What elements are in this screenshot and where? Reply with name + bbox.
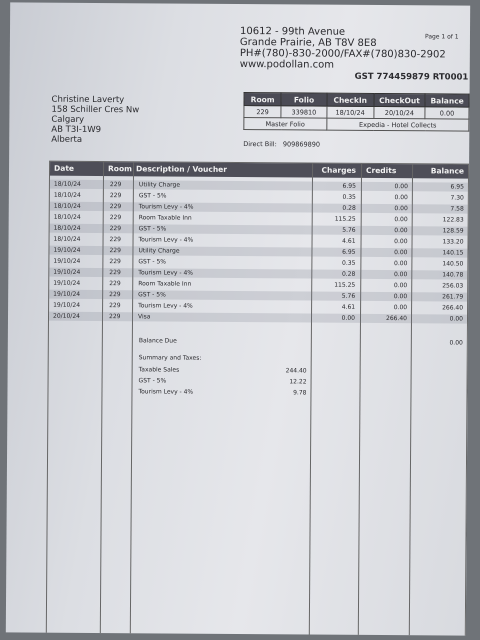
balance-cell: 7.58 [450,205,464,213]
direct-bill-label: Direct Bill: [243,140,277,149]
credits-column-header: Credits [366,165,397,176]
charges-cell: 5.76 [342,226,356,234]
guest-name: Christine Laverty [51,94,125,106]
credits-cell: 0.00 [394,249,408,257]
credits-cell: 266.40 [385,315,408,323]
summary-item [49,376,467,388]
folio-value: 339810 [281,106,326,118]
charges-cell: 0.35 [342,193,356,201]
ledger-row [49,312,467,324]
room-cell: 229 [109,225,122,233]
ledger-row [49,301,467,313]
balance-cell: 256.03 [442,282,464,290]
balance-cell: 6.95 [450,183,464,191]
credits-cell: 0.00 [393,282,408,290]
description-cell: GST - 5% [138,291,166,299]
room-column-header: Room [108,164,132,174]
charges-cell: 0.28 [341,270,356,278]
credits-cell: 0.00 [393,304,408,312]
date-cell: 19/10/24 [53,246,81,254]
charges-cell: 4.61 [341,303,356,311]
guest-city: Calgary [51,114,85,125]
checkin-value: 18/10/24 [327,106,374,118]
date-cell: 19/10/24 [53,257,81,265]
folio-header: Folio [281,93,326,106]
date-cell: 19/10/24 [53,290,81,298]
room-cell: 229 [109,247,121,255]
description-cell: GST - 5% [138,258,167,266]
balance-cell: 0.00 [449,315,464,323]
charges-cell: 4.61 [342,237,356,245]
room-cell: 229 [109,280,121,288]
ledger-header [50,162,468,179]
charges-cell: 115.25 [334,215,356,223]
description-cell: Tourism Levy - 4% [138,269,194,277]
date-cell: 20/10/24 [52,312,80,320]
room-cell: 229 [109,192,122,200]
balance-cell: 140.78 [442,271,464,279]
room-value: 229 [244,106,281,118]
folio-type: Master Folio [244,118,327,131]
charges-column-header: Charges [321,165,357,175]
charges-cell: 0.35 [342,259,356,267]
charges-cell: 0.28 [342,204,356,212]
ledger-row [49,257,467,269]
guest-province: Alberta [51,134,83,145]
summary-label: Taxable Sales [138,366,180,374]
credits-cell: 0.00 [394,216,408,224]
date-cell: 18/10/24 [53,213,81,221]
description-cell: Room Taxable Inn [138,214,192,222]
description-cell: Tourism Levy - 4% [138,203,194,211]
ledger-row [50,224,468,236]
balance-due-row [49,336,467,348]
balance-value: 0.00 [425,107,469,119]
room-cell: 229 [109,269,121,277]
charges-cell: 115.25 [334,281,356,289]
balance-header: Balance [425,94,469,107]
summary-title: Summary and Taxes: [138,354,202,362]
date-cell: 18/10/24 [53,180,81,188]
ledger-row [50,213,468,225]
balance-cell: 266.40 [442,304,464,312]
balance-cell: 261.79 [442,293,464,301]
credits-cell: 0.00 [394,227,408,235]
ledger-row [49,290,467,302]
credits-cell: 0.00 [394,260,408,268]
direct-bill-value: 909869890 [282,140,321,149]
summary-value: 9.78 [293,389,307,397]
ledger-table [46,161,469,636]
credits-cell: 0.00 [393,293,408,301]
invoice-sheet [6,2,470,635]
room-cell: 229 [109,302,121,310]
summary-item [48,387,466,399]
summary-label: Tourism Levy - 4% [138,388,194,396]
charges-cell: 6.95 [342,182,356,190]
credits-cell: 0.00 [394,194,408,202]
credits-cell: 0.00 [394,238,408,246]
balance-cell: 128.59 [442,227,464,235]
credits-cell: 0.00 [394,205,408,213]
guest-street: 158 Schiller Cres Nw [51,104,140,116]
date-cell: 18/10/24 [53,202,81,210]
ledger-row [49,279,467,291]
description-cell: Utility Charge [138,247,180,255]
guest-address-block [51,95,139,146]
hotel-phone-fax: PH#(780)-830-2000/FAX#(780)830-2902 [239,48,446,61]
balance-cell: 140.15 [442,249,464,257]
date-cell: 18/10/24 [53,235,81,243]
balance-cell: 140.50 [442,260,464,268]
date-cell: 18/10/24 [53,224,81,232]
ledger-row [50,180,468,192]
page-number: Page 1 of 1 [424,33,459,41]
balance-cell: 7.30 [450,194,464,202]
room-header: Room [244,93,281,106]
room-cell: 229 [109,214,122,222]
charges-cell: 0.00 [341,314,356,322]
description-cell: GST - 5% [138,192,167,200]
room-cell: 229 [109,181,122,189]
charges-cell: 6.95 [342,248,356,256]
balance-column-header: Balance [430,166,465,176]
checkin-header: CheckIn [327,93,374,106]
ledger-row [50,235,468,247]
room-cell: 229 [108,313,121,321]
description-column-header: Description / Voucher [136,164,228,174]
company-name: Expedia - Hotel Collects [326,118,468,131]
date-cell: 19/10/24 [53,301,81,309]
direct-bill [243,140,320,149]
date-column-header: Date [54,163,75,173]
balance-cell: 133.20 [442,238,464,246]
ledger-row [50,191,468,203]
date-cell: 19/10/24 [53,268,81,276]
summary-item [49,365,467,377]
summary-value: 244.40 [285,367,307,375]
date-cell: 19/10/24 [53,279,81,287]
description-cell: GST - 5% [138,225,167,233]
hotel-address-line2: Grande Prairie, AB T8V 8E8 [239,37,377,49]
room-cell: 229 [109,291,121,299]
gst-number: GST 774459879 RT0001 [354,71,469,83]
balance-cell: 122.83 [442,216,464,224]
credits-cell: 0.00 [393,271,408,279]
room-cell: 229 [109,258,121,266]
room-cell: 229 [109,236,122,244]
credits-cell: 0.00 [394,183,408,191]
hotel-address-block [240,26,446,71]
description-cell: Room Taxable Inn [138,280,192,288]
checkout-header: CheckOut [374,93,426,106]
hotel-website: www.podollan.com [239,59,335,71]
balance-due-value: 0.00 [449,339,463,347]
hotel-address-line1: 10612 - 99th Avenue [239,26,346,38]
room-info-table [243,92,469,132]
charges-cell: 5.76 [341,292,356,300]
description-cell: Utility Charge [138,181,181,189]
ledger-row [49,246,467,258]
summary-value: 12.22 [289,378,307,386]
ledger-row [50,202,468,214]
description-cell: Visa [137,313,151,321]
description-cell: Tourism Levy - 4% [138,236,194,244]
ledger-row [49,268,467,280]
guest-postal: AB T3I-1W9 [51,124,102,136]
description-cell: Tourism Levy - 4% [138,302,193,310]
checkout-value: 20/10/24 [374,106,426,118]
room-cell: 229 [109,203,122,211]
date-cell: 18/10/24 [53,191,81,199]
summary-label: GST - 5% [138,377,167,385]
balance-due-label: Balance Due [138,337,177,345]
